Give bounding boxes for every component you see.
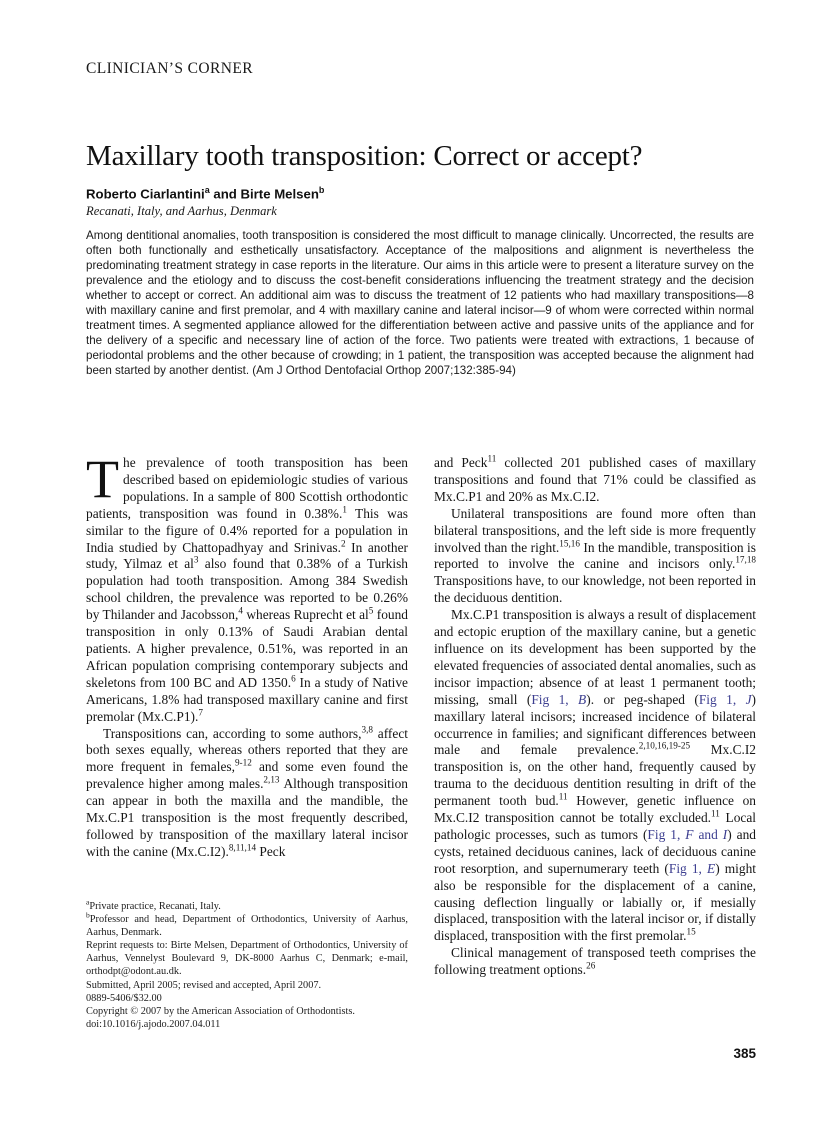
text-run: ). or peg-shaped ( xyxy=(586,691,699,707)
text-run: However, genetic influence on Mx.C.I2 transposition cannot be totally excluded. xyxy=(434,793,756,826)
text-run: collected 201 published cases of maxillary transpositions and found that 71% could be classified as Mx.C.P1 and 20% as Mx.C.I2. xyxy=(434,455,756,504)
page-number: 385 xyxy=(733,1046,756,1061)
text-run: Clinical management of transposed teeth comprises the following treatment options. xyxy=(434,945,756,978)
text-run: ) might also be responsible for the displacement of a canine, causing deflection lingually or labially or, if mesially displaced, transposition with the lateral incisor or, if distally displaced, transposition with the first premolar. xyxy=(434,860,756,944)
section-label: CLINICIAN’S CORNER xyxy=(86,60,253,77)
citation-ref[interactable]: 11 xyxy=(487,453,497,464)
figure-reference-panel: E xyxy=(707,860,716,876)
text-run: he prevalence of tooth transposition has been described based on epidemiologic studies of various populations. In a sample of 800 Scottish orthodontic patients, transposition was found in 0.38%. xyxy=(86,455,408,521)
citation-ref[interactable]: 3,8 xyxy=(361,724,373,735)
figure-reference-link[interactable] xyxy=(531,692,586,707)
footnote-affiliation-a xyxy=(86,897,408,913)
citation-ref[interactable]: 8,11,14 xyxy=(228,842,257,853)
figure-reference-panel: I xyxy=(722,826,728,842)
footnote-doi: doi:10.1016/j.ajodo.2007.04.011 xyxy=(86,1018,221,1030)
citation-ref[interactable]: 1 xyxy=(342,504,347,515)
text-run: affect both sexes equally, whereas others reported that they are more frequent in females, xyxy=(86,725,408,775)
figure-reference-link[interactable] xyxy=(699,692,752,707)
citation-ref[interactable]: 3 xyxy=(193,554,199,565)
citation-ref[interactable]: 2,10,16,19-25 xyxy=(638,740,691,751)
citation-ref[interactable]: 15,16 xyxy=(559,538,580,549)
footnote-copyright: Copyright © 2007 by the American Association of Orthodontists. xyxy=(86,1005,355,1017)
figure-reference-label: Fig 1, xyxy=(668,860,707,876)
footnote-affiliation-b xyxy=(86,910,408,939)
text-run: and Peck xyxy=(434,455,488,470)
figure-reference-conjunction: and xyxy=(693,826,723,842)
author-name-conjunction: and Birte Melsen xyxy=(209,186,319,202)
text-run: also found that 0.38% of a Turkish population had tooth transposition. Among 384 Swedish school children, the prevalence was reported to be 0.26% by Thilander and Jacobsson, xyxy=(86,556,409,623)
author-byline xyxy=(86,185,324,201)
footnote-reprint-requests: Reprint requests to: Birte Melsen, Department of Orthodontics, University of Aarhus, Vennelyst Boulevard 9, DK-8000 Aarhus C, Denmark; e-mail, orthodpt@odont.au.dk. xyxy=(86,940,408,978)
footnote-marker: a xyxy=(86,897,90,907)
text-run: ) and cysts, retained deciduous canines, lack of deciduous canine root resorption, and supernumerary teeth ( xyxy=(434,826,757,876)
citation-ref[interactable]: 4 xyxy=(238,605,243,616)
text-run: Transpositions can, according to some authors, xyxy=(103,725,362,741)
text-run: Transpositions have, to our knowledge, not been reported in the deciduous dentition. xyxy=(434,573,756,606)
text-run: In another study, Yilmaz et al xyxy=(86,539,408,572)
text-run: found transposition in only 0.13% of Saudi Arabian dental patients. A higher prevalence, 0.51%, was reported in an African population comprising contemporary subjects and skeletons from 100 BC and AD 1350. xyxy=(86,607,409,690)
page-title: Maxillary tooth transposition: Correct or accept? xyxy=(86,140,643,173)
citation-ref[interactable]: 11 xyxy=(558,791,568,802)
citation-ref[interactable]: 6 xyxy=(291,673,296,684)
figure-reference-panel: J xyxy=(745,691,752,707)
citation-ref[interactable]: 26 xyxy=(586,960,596,971)
text-run: Unilateral transpositions are found more often than bilateral transpositions, and the left side is more frequently involved than the right. xyxy=(434,505,756,555)
affiliation-line: Recanati, Italy, and Aarhus, Denmark xyxy=(86,204,277,218)
figure-reference-link[interactable] xyxy=(669,861,715,876)
figure-reference-label: Fig 1, xyxy=(531,691,579,707)
paragraph xyxy=(86,449,409,726)
figure-reference-panel: F xyxy=(685,826,694,842)
footnote-text: Private practice, Recanati, Italy. xyxy=(89,901,221,912)
text-run: whereas Ruprecht et al xyxy=(242,607,369,623)
text-run: This was similar to the figure of 0.4% reported for a population in India studied by Chattopadhyay and Srinivas. xyxy=(86,505,408,555)
paragraph xyxy=(434,945,756,979)
abstract: Among dentitional anomalies, tooth transposition is considered the most difficult to manage clinically. Uncorrected, the results are often both functionally and esthetically unsatisfactory. Acceptance of the malpositions and alignment is nevertheless the predominating treatment strategy in case reports in the literature. Our aims in this article were to present a literature survey on the prevalence and the etiology and to discuss the cost-benefit considerations influencing the treatment strategy and the decision whether to accept or correct. An additional aim was to discuss the treatment of 12 patients who had maxillary transpositions—8 with maxillary canine and first premolar, and 4 with maxillary canine and lateral incisor—9 of whom were corrected within normal treatment times. A segmented appliance allowed for the differentiation between active and passive units of the appliance and for the delivery of a specific and necessary line of action of the force. Two patients were treated with extractions, 1 because of periodontal problems and the other because of crowding; in 1 patient, the transposition was accepted because the alignment had been started by another dentist. (Am J Orthod Dentofacial Orthop 2007;132:385-94) xyxy=(86,229,754,377)
text-run: In the mandible, transposition is reported to involve the canine and incisors only. xyxy=(434,539,756,572)
text-run: and some even found the prevalence higher among males. xyxy=(86,759,408,792)
citation-ref[interactable]: 5 xyxy=(368,605,374,616)
footnote-text: Professor and head, Department of Orthodontics, University of Aarhus, Aarhus, Denmark. xyxy=(86,914,408,939)
citation-ref[interactable]: 9-12 xyxy=(234,757,252,768)
author-affil-marker-a: a xyxy=(204,185,210,195)
citation-ref[interactable]: 2 xyxy=(340,538,346,549)
footnote-issn: 0889-5406/$32.00 xyxy=(86,992,162,1004)
text-run: ) maxillary lateral incisors; increased incidence of bilateral occurrence in families; and significant differences between male and female prevalence. xyxy=(434,691,757,758)
footnotes-block xyxy=(86,897,408,1031)
body-column-right xyxy=(434,455,756,979)
footnote-marker: b xyxy=(86,910,90,920)
citation-ref[interactable]: 2,13 xyxy=(263,774,280,785)
footnote-submitted-dates: Submitted, April 2005; revised and accepted, April 2007. xyxy=(86,979,322,991)
author-name-first: Roberto Ciarlantini xyxy=(86,186,205,202)
body-column-left xyxy=(86,449,409,861)
author-affil-marker-b: b xyxy=(318,185,325,195)
paragraph xyxy=(434,506,756,607)
text-run: Although transposition can appear in both the maxilla and the mandible, the Mx.C.P1 transposition is the most frequently described, followed by transposition of the maxillary lateral incisor with the canine (Mx.C.I2). xyxy=(86,776,408,859)
citation-ref[interactable]: 11 xyxy=(711,808,720,819)
drop-cap: T xyxy=(86,449,119,509)
text-run: Peck xyxy=(256,843,286,859)
figure-reference-link[interactable] xyxy=(647,827,727,842)
figure-reference-panel: B xyxy=(578,691,587,707)
citation-ref[interactable]: 7 xyxy=(198,707,203,718)
text-run: Mx.C.P1 transposition is always a result of displacement and ectopic eruption of the maxillary canine, but a genetic influence on its development has been supported by the elevated frequencies of associated dental anomalies, such as incisor impaction; absence of at least 1 permanent tooth; missing, small ( xyxy=(434,607,756,707)
figure-reference-label: Fig 1, xyxy=(698,691,746,707)
paragraph xyxy=(86,726,408,861)
text-run: In a study of Native Americans, 1.8% had transposed maxillary canine and first premolar (Mx.C.P1). xyxy=(86,674,408,724)
figure-reference-label: Fig 1, xyxy=(647,826,686,842)
citation-ref[interactable]: 17,18 xyxy=(735,554,756,565)
text-run: Local pathologic processes, such as tumors ( xyxy=(434,810,756,842)
paragraph xyxy=(434,607,756,945)
text-run: Mx.C.I2 transposition is, on the other hand, frequently caused by trauma to the deciduous dentition resulting in drift of the permanent tooth bud. xyxy=(434,742,756,809)
citation-ref[interactable]: 15 xyxy=(686,926,696,937)
paragraph xyxy=(434,455,756,506)
